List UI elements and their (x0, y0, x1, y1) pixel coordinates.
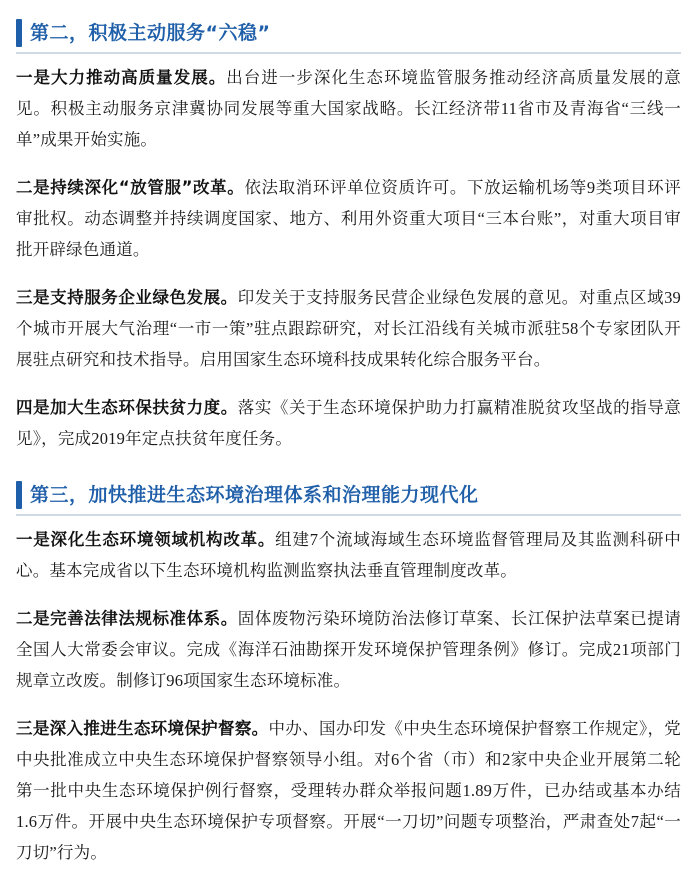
paragraph-text: 落实《关于生态环境保护助力打赢精准脱贫攻坚战的指导意见》，完成2019年定点扶贫年度任务。 (16, 398, 682, 448)
section-spacer (16, 460, 681, 470)
paragraph-lead: 二是持续深化“放管服”改革。 (16, 178, 245, 197)
section-header-underline (16, 52, 681, 54)
paragraph (16, 603, 681, 696)
section-2-title: 第二，积极主动服务“六稳” (30, 22, 271, 44)
paragraph-lead: 三是支持服务企业绿色发展。 (16, 288, 238, 307)
paragraph (16, 62, 681, 155)
paragraph (16, 172, 681, 265)
paragraph (16, 524, 681, 586)
paragraph (16, 713, 681, 868)
section-3-title: 第三，加快推进生态环境治理体系和治理能力现代化 (30, 484, 479, 506)
paragraph-text: 依法取消环评单位资质许可。下放运输机场等9类项目环评审批权。动态调整并持续调度国家、地方、利用外资重大项目“三本台账”，对重大项目审批开辟绿色通道。 (16, 178, 681, 259)
section-2 (16, 18, 681, 454)
paragraph-lead: 二是完善法律法规标准体系。 (16, 609, 238, 628)
paragraph-text: 印发关于支持服务民营企业绿色发展的意见。对重点区域39个城市开展大气治理“一市一策”驻点跟踪研究，对长江沿线有关城市派驻58个专家团队开展驻点研究和技术指导。启用国家生态环境科技成果转化综合服务平台。 (16, 288, 681, 369)
paragraph (16, 392, 681, 454)
paragraph-lead: 三是深入推进生态环境保护督察。 (16, 719, 269, 738)
paragraph-text: 出台进一步深化生态环境监管服务推动经济高质量发展的意见。积极主动服务京津冀协同发展等重大国家战略。长江经济带11省市及青海省“三线一单”成果开始实施。 (16, 68, 681, 149)
section-accent-bar (16, 481, 22, 509)
paragraph-lead: 四是加大生态环保扶贫力度。 (16, 398, 238, 417)
section-2-header (16, 18, 681, 48)
paragraph-lead: 一是深化生态环境领域机构改革。 (16, 530, 276, 549)
section-header-underline (16, 514, 681, 516)
paragraph (16, 282, 681, 375)
paragraph-text: 固体废物污染环境防治法修订草案、长江保护法草案已提请全国人大常委会审议。完成《海洋石油勘探开发环境保护管理条例》修订。完成21项部门规章立改废。制修订96项国家生态环境标准。 (16, 609, 682, 690)
paragraph-text: 中办、国办印发《中央生态环境保护督察工作规定》，党中央批准成立中央生态环境保护督察领导小组。对6个省（市）和2家中央企业开展第二轮第一批中央生态环境保护例行督察，受理转办群众举报问题1.89万件，已办结或基本办结1.6万件。开展中央生态环境保护专项督察。开展“一刀切”问题专项整治，严肃查处7起“一刀切”行为。 (16, 719, 682, 862)
section-3 (16, 480, 681, 868)
section-3-header (16, 480, 681, 510)
paragraph-lead: 一是大力推动高质量发展。 (16, 68, 227, 87)
paragraph-text: 组建7个流域海域生态环境监督管理局及其监测科研中心。基本完成省以下生态环境机构监测监察执法垂直管理制度改革。 (16, 530, 681, 580)
section-accent-bar (16, 19, 22, 47)
